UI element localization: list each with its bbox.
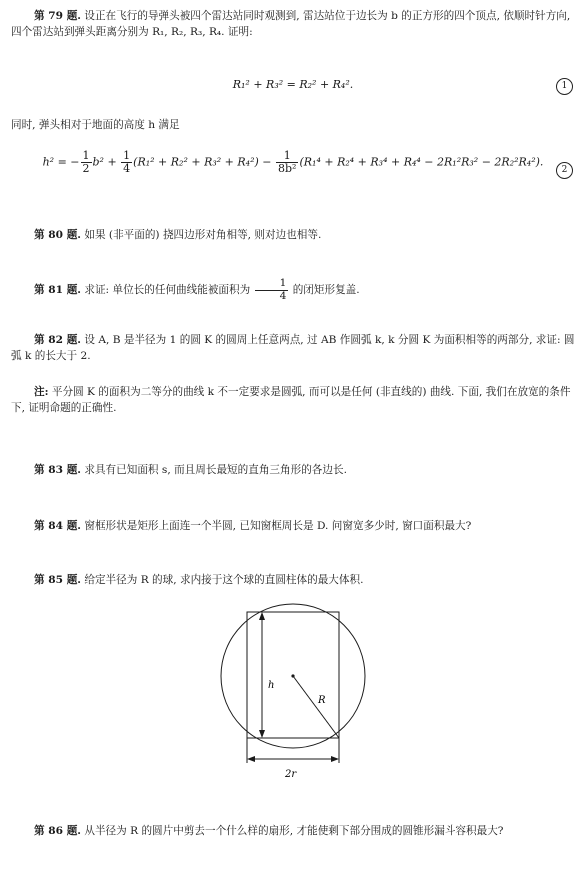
width-arrow-left: [247, 756, 255, 762]
problem-85-text: 给定半径为 R 的球, 求内接于这个球的直圆柱体的最大体积.: [84, 574, 364, 586]
problem-80-label: 第 80 题.: [34, 229, 81, 241]
problem-83: [11, 462, 581, 478]
problem-85: [11, 572, 581, 588]
problem-82-label: 第 82 题.: [34, 334, 81, 346]
problem-85-label: 第 85 题.: [34, 574, 81, 586]
problem-79-text: 设正在飞行的导弹头被四个雷达站同时观测到, 雷达站位于边长为 b 的正方形的四个顶点, 依顺时针方向, 四个雷达站到弹头距离分别为 R₁, R₂, R₃, R₄. 证明:: [11, 10, 571, 39]
problem-82: [11, 332, 581, 365]
inscribed-cylinder-figure: [205, 600, 385, 785]
width-label: 2r: [285, 769, 297, 780]
equation-2-rhs: (R₁⁴ + R₂⁴ + R₃⁴ + R₄⁴ − 2R₁²R₃² − 2R₂²R₄²).: [299, 155, 544, 169]
height-arrow-bottom: [259, 730, 265, 738]
equation-2-mid1: b² +: [92, 155, 117, 169]
problem-79: [11, 8, 581, 41]
problem-80-text: 如果 (非平面的) 挠四边形对角相等, 则对边也相等.: [84, 229, 322, 241]
fraction-half-den: 2: [82, 162, 90, 176]
equation-1-body: R₁² + R₃² = R₂² + R₄².: [232, 78, 354, 91]
problem-81-fraction: [255, 278, 289, 302]
fraction-half: [81, 150, 92, 175]
problem-79-between-text: 同时, 弹头相对于地面的高度 h 满足: [11, 119, 180, 131]
fraction-half-num: 1: [82, 149, 90, 162]
equation-1: [0, 76, 586, 93]
radius-label: R: [318, 695, 326, 706]
equation-2-number: 2: [556, 162, 573, 179]
problem-82-note: [11, 384, 581, 417]
fraction-8b: [276, 150, 298, 175]
problem-84: [11, 518, 581, 534]
problem-80: [11, 227, 581, 243]
problem-81: [11, 278, 581, 302]
problem-86-text: 从半径为 R 的圆片中剪去一个什么样的扇形, 才能使剩下部分围成的圆锥形漏斗容积最大?: [84, 825, 504, 837]
fraction-8b-den: 8b²: [278, 162, 297, 176]
height-label: h: [268, 680, 275, 691]
problem-82-note-text: 平分圆 K 的面积为二等分的曲线 k 不一定要求是圆弧, 而可以是任何 (非直线的) 曲线. 下面, 我们在放宽的条件下, 证明命题的正确性.: [11, 386, 571, 415]
problem-79-between: [11, 117, 581, 133]
problem-84-label: 第 84 题.: [34, 520, 81, 532]
problem-84-text: 窗框形状是矩形上面连一个半圆, 已知窗框周长是 D. 问窗宽多少时, 窗口面积最大?: [84, 520, 472, 532]
problem-79-label: 第 79 题.: [34, 10, 81, 22]
equation-2-mid2: (R₁² + R₂² + R₃² + R₄²) −: [133, 155, 272, 169]
problem-81-label: 第 81 题.: [34, 284, 81, 297]
problem-81-text-a: 求证: 单位长的任何曲线能被面积为: [84, 284, 251, 297]
problem-83-text: 求具有已知面积 s, 而且周长最短的直角三角形的各边长.: [84, 464, 347, 476]
problem-86-label: 第 86 题.: [34, 825, 81, 837]
fraction-quarter-den: 4: [123, 162, 131, 176]
problem-81-text-b: 的闭矩形复盖.: [292, 284, 360, 297]
equation-2-lhs: h² = −: [42, 155, 80, 169]
radius-line: [293, 676, 339, 738]
equation-2: [0, 150, 586, 175]
fraction-8b-num: 1: [276, 150, 298, 163]
problem-83-label: 第 83 题.: [34, 464, 81, 476]
problem-82-note-label: 注:: [34, 386, 49, 398]
height-arrow-top: [259, 612, 265, 620]
problem-82-text: 设 A, B 是半径为 1 的圆 K 的圆周上任意两点, 过 AB 作圆弧 k, k 分圆 K 为面积相等的两部分, 求证: 圆弧 k 的长大于 2.: [11, 334, 575, 363]
fraction-quarter: [121, 150, 132, 175]
problem-81-fraction-den: 4: [279, 289, 287, 302]
width-arrow-right: [331, 756, 339, 762]
fraction-quarter-num: 1: [123, 149, 131, 162]
equation-1-number: 1: [556, 78, 573, 95]
problem-81-fraction-num: 1: [255, 278, 289, 291]
problem-86: [11, 823, 581, 839]
